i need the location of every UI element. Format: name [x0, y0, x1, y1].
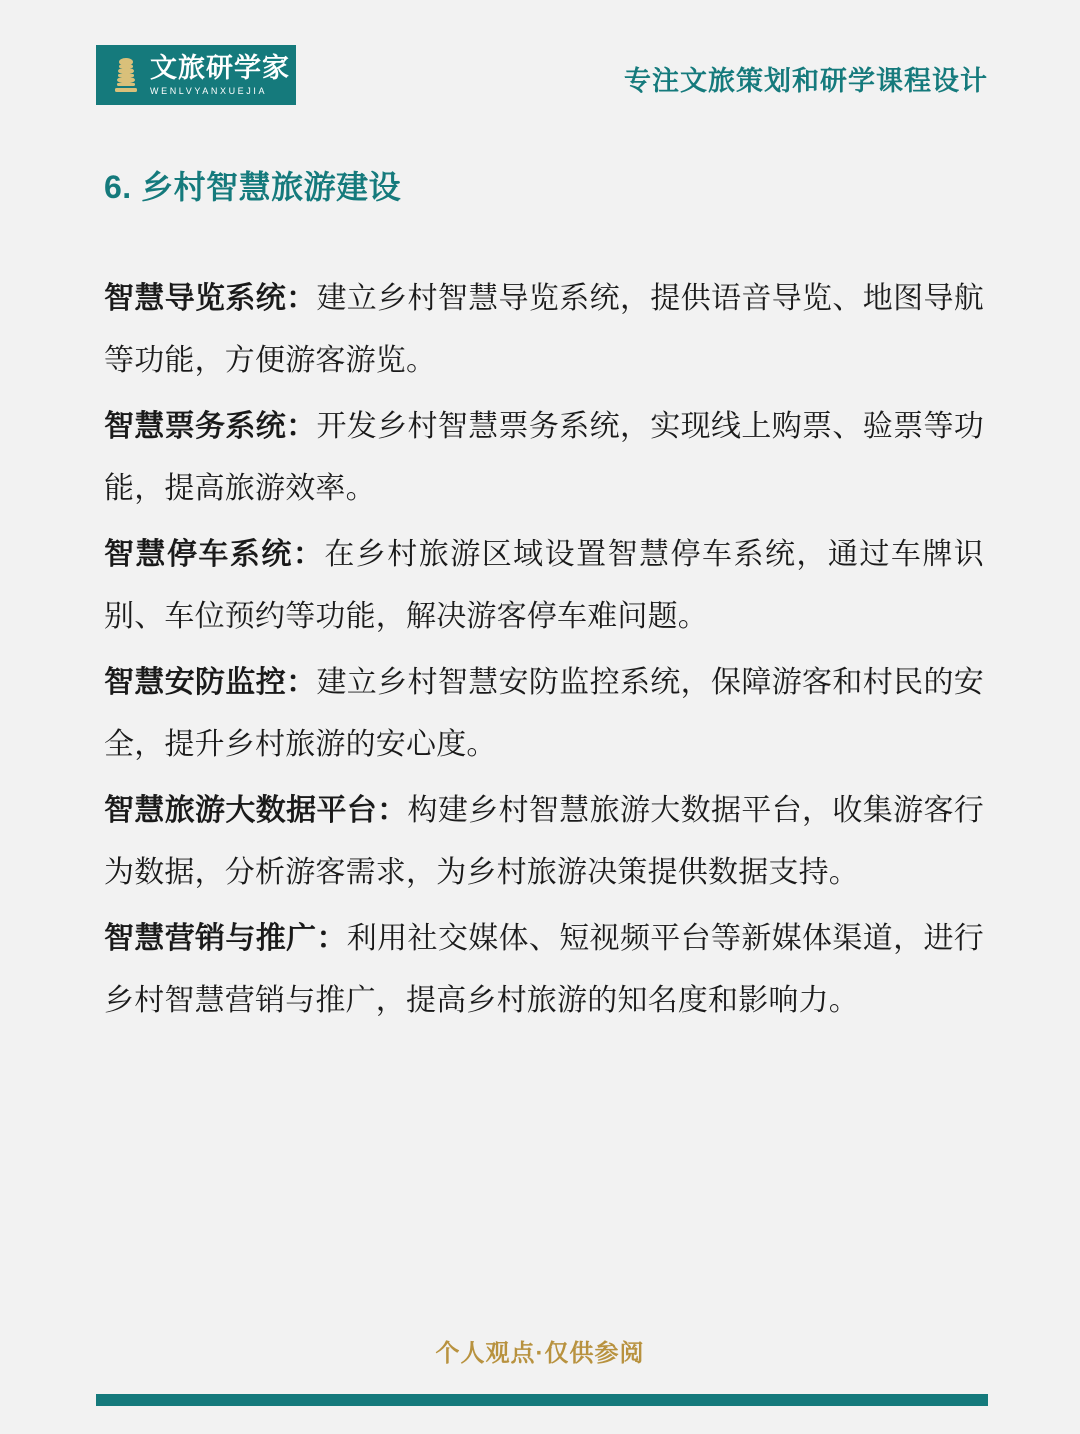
paragraph-text: 建立乡村智慧导览系统，提供语音导览、地图导航等功能，方便游客游览。: [104, 282, 984, 378]
footer-bar: [96, 1394, 988, 1406]
paragraph-lead: 智慧票务系统：: [104, 410, 317, 444]
paragraph-smart-marketing: [104, 908, 984, 1032]
paragraph-text: 建立乡村智慧安防监控系统，保障游客和村民的安全，提升乡村旅游的安心度。: [104, 666, 984, 762]
brand-text: [150, 52, 290, 96]
brand-name-cn: 文旅研学家: [150, 52, 290, 83]
footer-note: 个人观点·仅供参阅: [435, 1340, 645, 1367]
document-body: [104, 168, 984, 1036]
brand-name-en: WENLVYANXUEJIA: [150, 85, 268, 96]
paragraph-text: 利用社交媒体、短视频平台等新媒体渠道，进行乡村智慧营销与推广，提高乡村旅游的知名度和影响力。: [104, 922, 984, 1018]
paragraph-text: 开发乡村智慧票务系统，实现线上购票、验票等功能，提高旅游效率。: [104, 410, 984, 506]
paragraph-lead: 智慧旅游大数据平台：: [104, 794, 408, 828]
paragraph-text: 在乡村旅游区域设置智慧停车系统，通过车牌识别、车位预约等功能，解决游客停车难问题。: [104, 538, 985, 634]
paragraph-text: 构建乡村智慧旅游大数据平台，收集游客行为数据，分析游客需求，为乡村旅游决策提供数据支持。: [104, 794, 984, 890]
page-header: [96, 45, 988, 107]
paragraph-smart-security: [104, 652, 984, 776]
header-tagline: 专注文旅策划和研学课程设计: [624, 66, 988, 96]
paragraph-bigdata-platform: [104, 780, 984, 904]
paragraph-smart-ticketing: [104, 396, 984, 520]
page-title: 6. 乡村智慧旅游建设: [104, 169, 402, 205]
paragraph-lead: 智慧营销与推广：: [104, 922, 347, 956]
paragraph-lead: 智慧导览系统：: [104, 282, 317, 316]
paragraph-smart-parking: [104, 524, 984, 648]
paragraph-lead: 智慧停车系统：: [104, 538, 325, 572]
paragraph-smart-guide: [104, 268, 984, 392]
seal-pagoda-icon: [108, 53, 144, 97]
brand-logo: [96, 45, 296, 105]
paragraph-lead: 智慧安防监控：: [104, 666, 317, 700]
